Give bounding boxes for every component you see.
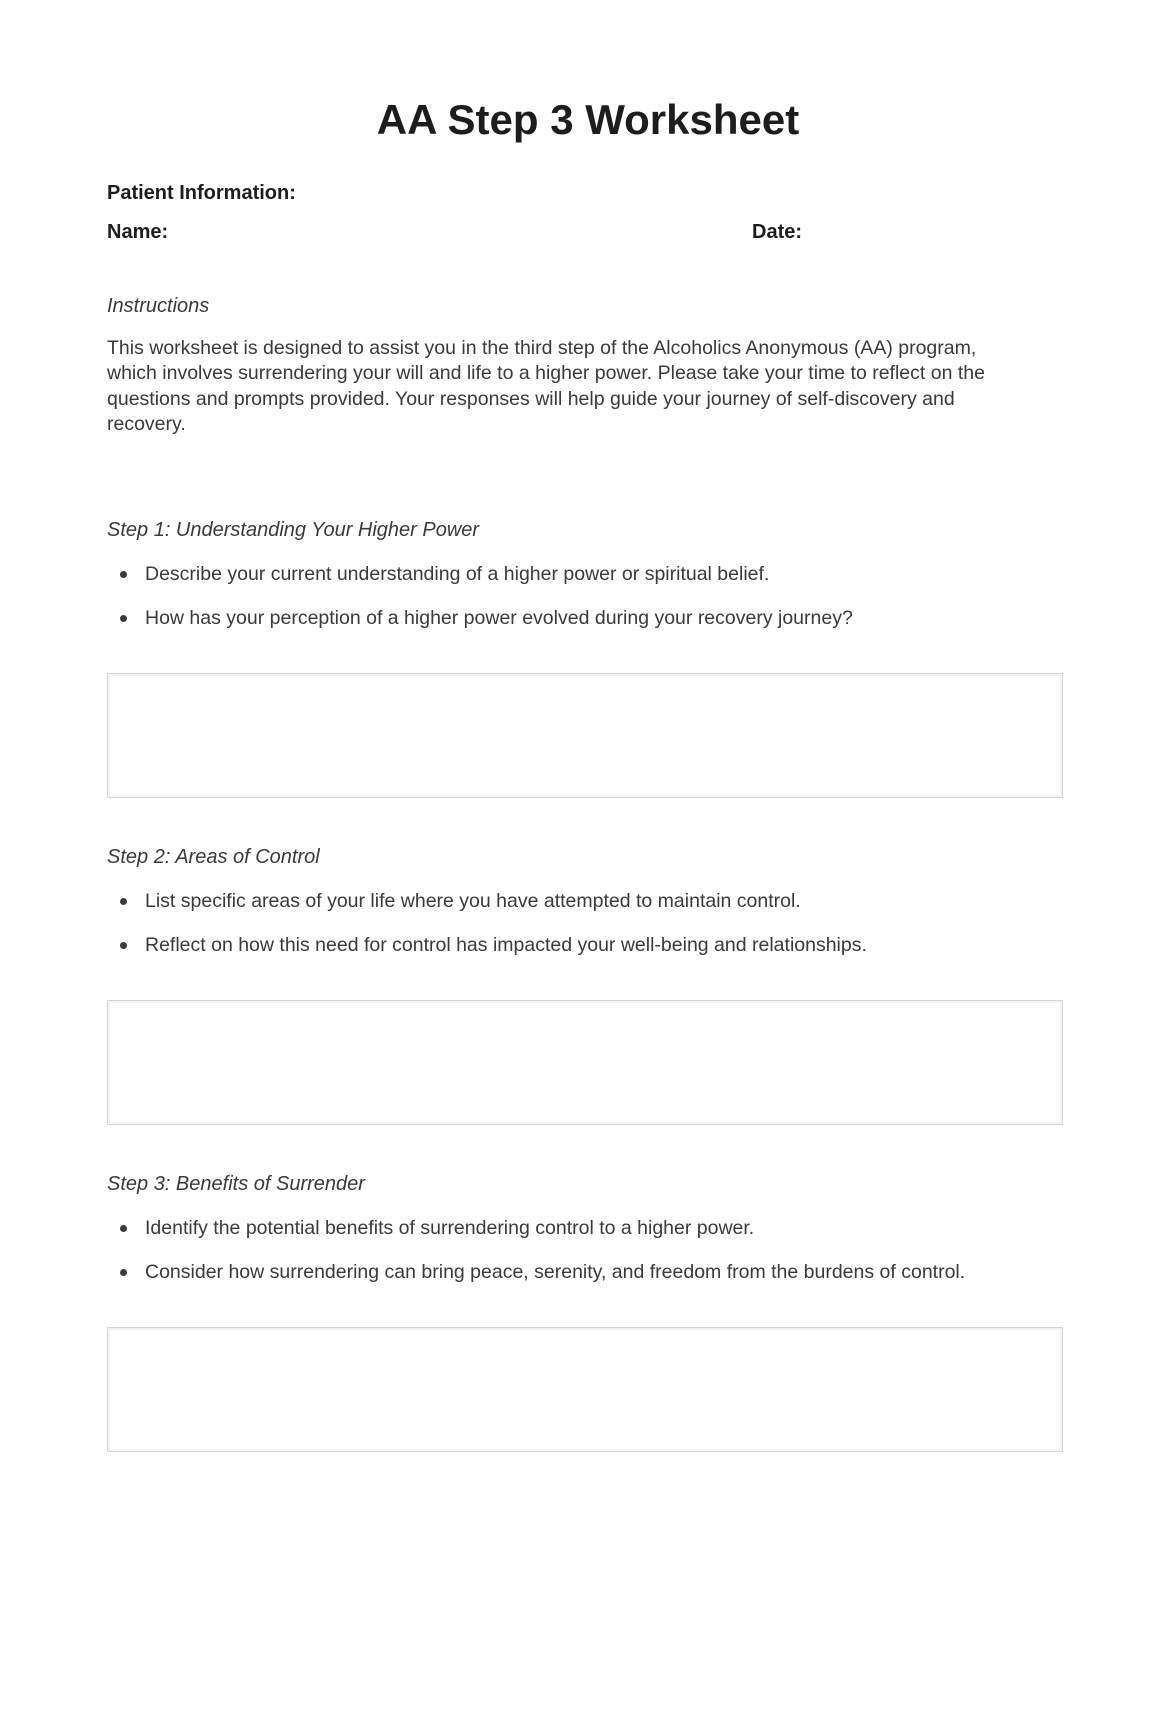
instructions-paragraph: This worksheet is designed to assist you in the third step of the Alcoholics Anonymous (AA) program, which involves surrendering your will and life to a higher power. Please take your time to reflect on the questions and prompts provided. Your responses will help guide your journey of self-discovery and recovery.: [107, 337, 985, 436]
bullet-item: [107, 932, 1017, 958]
bullet-text: Identify the potential benefits of surrendering control to a higher power.: [145, 1216, 755, 1239]
bullet-item: [107, 605, 1017, 631]
bullet-list-step-1: [107, 561, 1017, 631]
response-box-step-3[interactable]: [107, 1327, 1063, 1452]
bullet-list-step-3: [107, 1215, 1017, 1285]
bullet-text: How has your perception of a higher power evolved during your recovery journey?: [145, 606, 853, 629]
worksheet-page: [0, 95, 1176, 1452]
section-heading-step-1: Step 1: Understanding Your Higher Power: [107, 518, 480, 541]
response-box-step-1[interactable]: [107, 673, 1063, 798]
bullet-list-step-2: [107, 888, 1017, 958]
bullet-item: [107, 1259, 1017, 1285]
bullet-icon: [120, 571, 127, 578]
date-label: Date:: [752, 221, 803, 243]
page-content: [0, 180, 1176, 1452]
name-date-row: [107, 219, 1063, 245]
section-heading-step-3: Step 3: Benefits of Surrender: [107, 1172, 365, 1195]
bullet-text: Reflect on how this need for control has impacted your well-being and relationships.: [145, 933, 867, 956]
bullet-icon: [120, 942, 127, 949]
section-step-3: [107, 1171, 1063, 1452]
name-label: Name:: [107, 221, 169, 243]
section-heading-step-2: Step 2: Areas of Control: [107, 845, 320, 868]
bullet-icon: [120, 615, 127, 622]
page-title: AA Step 3 Worksheet: [376, 96, 800, 143]
bullet-icon: [120, 1269, 127, 1276]
response-box-step-2[interactable]: [107, 1000, 1063, 1125]
section-step-2: [107, 844, 1063, 1125]
bullet-text: Describe your current understanding of a higher power or spiritual belief.: [145, 562, 770, 585]
bullet-icon: [120, 898, 127, 905]
bullet-text: Consider how surrendering can bring peace, serenity, and freedom from the burdens of control.: [145, 1260, 966, 1283]
bullet-item: [107, 561, 1017, 587]
patient-info-label: Patient Information:: [107, 182, 296, 204]
bullet-item: [107, 888, 1017, 914]
instructions-heading: Instructions: [107, 295, 210, 317]
bullet-item: [107, 1215, 1017, 1241]
bullet-text: List specific areas of your life where you have attempted to maintain control.: [145, 889, 801, 912]
section-step-1: [107, 517, 1063, 798]
bullet-icon: [120, 1225, 127, 1232]
